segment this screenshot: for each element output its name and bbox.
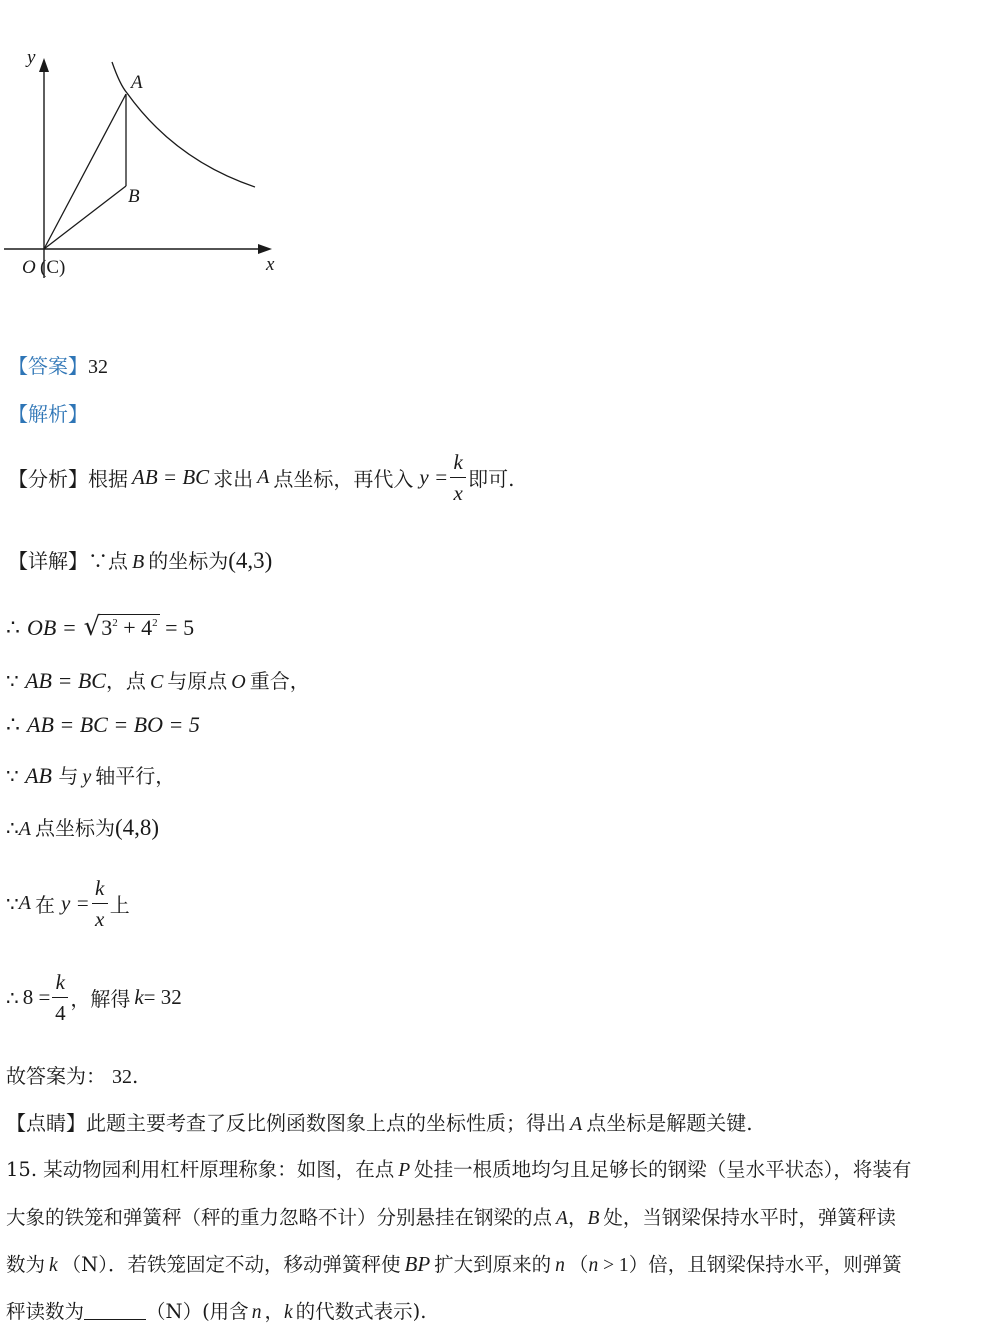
therefore-symbol: ∴	[6, 616, 20, 641]
detail-1-b: B	[132, 551, 145, 573]
detail-2-ob: OB =	[27, 615, 77, 640]
dianjing-tag: 【点睛】	[6, 1111, 86, 1135]
detail-6-a: A	[18, 818, 31, 840]
sqrt-sign: √	[83, 612, 101, 642]
detail-7-k: k	[95, 876, 105, 900]
q15-line-4-c: ，	[264, 1300, 284, 1323]
fenxi-text-1: 根据	[88, 467, 128, 492]
q15-gt-one: > 1	[598, 1255, 629, 1276]
point-a-label: A	[131, 72, 143, 93]
detail-line-8	[6, 970, 182, 1025]
dianjing-text-2: 点坐标是解题关键.	[586, 1111, 753, 1135]
detail-1-text-1: 点	[108, 549, 128, 573]
dianjing-line	[6, 1107, 753, 1136]
q15-line-2-b: 处，当钢梁保持水平时，弹簧秤读	[603, 1206, 896, 1229]
q15-line-2-a: 大象的铁笼和弹簧秤（秤的重力忽略不计）分别悬挂在钢梁的点	[6, 1206, 553, 1229]
because-symbol: ∵	[6, 891, 19, 916]
detail-5-text-2: 轴平行，	[95, 764, 176, 788]
conclusion-line	[6, 1060, 138, 1089]
because-symbol: ∵	[6, 764, 19, 788]
dianjing-a: A	[570, 1113, 583, 1135]
q15-line-1	[6, 1154, 911, 1182]
q15-b: B	[587, 1208, 600, 1229]
therefore-symbol: ∴	[6, 713, 20, 738]
because-symbol: ∵	[6, 669, 19, 693]
detail-6-text-1: 点坐标为	[34, 816, 115, 840]
detail-1-text-2: 的坐标为	[148, 549, 229, 573]
segment-oa	[44, 94, 126, 249]
q15-p: P	[398, 1160, 411, 1181]
analysis-tag: 【解析】	[8, 402, 88, 426]
fenxi-text-3: 点坐标，再代入	[273, 467, 414, 492]
q15-n2: n	[588, 1255, 599, 1276]
detail-8-k-var: k	[134, 985, 144, 1010]
fenxi-text-4: 即可.	[468, 467, 515, 492]
q15-line-3-e: ）倍，且钢梁保持水平，则弹簧	[628, 1253, 902, 1276]
y-axis-arrow	[39, 58, 49, 72]
detail-2-eq: = 5	[159, 615, 195, 640]
detail-3-text-1: ，点	[105, 669, 146, 693]
q15-k: k	[49, 1255, 58, 1276]
y-axis-label: y	[27, 47, 36, 68]
detail-4-eq: AB = BC = BO = 5	[27, 712, 200, 737]
q15-line-1-b: 处挂一根质地均匀且足够长的钢梁（呈水平状态），将装有	[414, 1158, 912, 1181]
q15-k2: k	[283, 1302, 293, 1323]
detail-5-text-1: 与	[58, 764, 79, 788]
fenxi-x: x	[453, 481, 463, 506]
detail-8-eight: 8 =	[22, 985, 51, 1010]
conclusion-value: 32	[112, 1066, 132, 1088]
coordinate-figure	[0, 40, 300, 290]
q15-line-3-a: 数为	[6, 1253, 46, 1276]
detail-line-3	[6, 665, 310, 694]
detail-7-a: A	[18, 892, 31, 915]
q15-n: n	[555, 1255, 565, 1276]
detail-line-2	[6, 612, 194, 642]
fenxi-line	[8, 450, 515, 505]
point-b-label: B	[128, 186, 140, 207]
origin-label: O	[22, 257, 36, 278]
detail-8-text-1: ，解得	[70, 987, 131, 1012]
q15-line-4	[6, 1296, 426, 1324]
because-symbol: ∵	[88, 549, 108, 573]
therefore-symbol: ∴	[6, 816, 19, 840]
q15-line-4-b: （N）(用含	[146, 1300, 249, 1323]
detail-5-ab: AB	[25, 763, 52, 788]
origin-paren-label: (C)	[40, 257, 66, 278]
fenxi-eq: AB = BC	[132, 465, 210, 490]
detail-line-4	[6, 712, 200, 738]
dianjing-text-1: 此题主要考查了反比例函数图象上点的坐标性质；得出	[86, 1111, 566, 1135]
answer-blank[interactable]	[84, 1301, 146, 1320]
q15-line-3-c: 扩大到原来的	[434, 1253, 552, 1276]
q15-a: A	[556, 1208, 568, 1229]
fenxi-k: k	[453, 450, 463, 474]
detail-3-text-2: 与原点	[167, 669, 228, 693]
q15-line-1-a: 15. 某动物园利用杠杆原理称象：如图，在点	[6, 1158, 395, 1181]
therefore-symbol: ∴	[6, 985, 19, 1010]
detail-line-7	[6, 876, 130, 931]
detail-7-y: y =	[60, 891, 90, 916]
detail-8-four: 4	[55, 1001, 66, 1026]
detail-3-text-3: 重合，	[249, 669, 310, 693]
answer-line	[8, 350, 108, 379]
detail-3-eq: AB = BC	[25, 668, 106, 693]
q15-line-4-d: 的代数式表示).	[295, 1300, 427, 1323]
detail-1-coord: (4,3)	[228, 548, 273, 573]
detail-5-y: y	[82, 766, 92, 788]
detail-7-text-1: 在	[34, 893, 55, 918]
q15-line-4-a: 秤读数为	[6, 1300, 85, 1323]
conclusion-text: 故答案为：	[6, 1064, 106, 1088]
detail-7-x: x	[95, 907, 105, 932]
detail-2-plus-four: + 4	[117, 615, 153, 640]
detail-line-1	[8, 545, 272, 574]
segment-ob	[44, 186, 126, 249]
detail-6-coord: (4,8)	[114, 815, 160, 840]
detail-7-text-2: 上	[109, 893, 130, 918]
x-axis-arrow	[258, 244, 272, 254]
detail-8-k: k	[55, 970, 65, 994]
detail-2-three: 3	[101, 615, 113, 640]
fenxi-point: A	[257, 466, 270, 489]
detail-2-sup-1: 2	[112, 617, 118, 629]
detail-8-val: = 32	[143, 985, 182, 1010]
detail-3-o: O	[231, 671, 246, 693]
q15-line-2	[6, 1202, 896, 1230]
fenxi-fraction	[450, 450, 466, 505]
detail-tag: 【详解】	[8, 549, 88, 573]
detail-line-5	[6, 760, 175, 789]
q15-bp: BP	[404, 1252, 431, 1276]
conclusion-dot: .	[132, 1064, 139, 1088]
q15-n3: n	[251, 1302, 262, 1323]
q15-line-3-b: （N）．若铁笼固定不动，移动弹簧秤使	[61, 1253, 401, 1276]
q15-line-3-d: （	[568, 1253, 589, 1276]
x-axis-label: x	[266, 254, 275, 275]
answer-tag: 【答案】	[8, 354, 88, 378]
fenxi-tag: 【分析】	[8, 467, 88, 492]
detail-7-fraction	[92, 876, 108, 931]
fenxi-text-2: 求出	[213, 467, 254, 492]
detail-2-sup-2: 2	[152, 617, 158, 629]
answer-value: 32	[88, 356, 108, 378]
detail-3-c: C	[149, 671, 164, 693]
q15-line-3	[6, 1249, 902, 1277]
fenxi-y: y =	[419, 465, 449, 490]
q15-comma: ，	[567, 1206, 588, 1229]
sqrt-content	[99, 614, 159, 641]
detail-8-fraction	[52, 970, 68, 1025]
detail-line-6	[6, 812, 159, 841]
